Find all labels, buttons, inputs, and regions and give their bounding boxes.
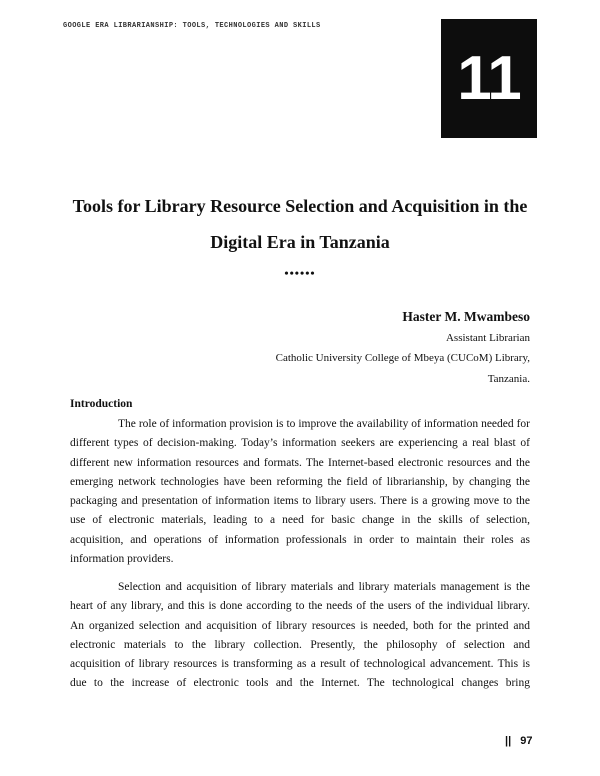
chapter-title-line: Tools for Library Resource Selection and Acquisition in the [72,196,528,216]
author-institution: Catholic University College of Mbeya (CUCoM) Library, [275,352,530,364]
title-ornament: •••••• [284,266,316,280]
chapter-title [40,188,560,260]
text-line: heart of any library, and this is done according to the needs of the users of the individual library. [70,600,530,613]
body-paragraph [70,578,530,694]
text-line: information providers. [70,553,174,566]
author-position: Assistant Librarian [445,332,530,344]
text-line: electronic materials to the library collection. Presently, the philosophy of selection and [70,638,530,651]
text-line: different types of decision-making. Today’s information seekers are experiencing a real blast of [70,437,530,450]
chapter-number: 11 [457,44,521,113]
section-heading: Introduction [70,398,133,410]
text-line: use of electronic materials, leading to a need for basic change in the skills of selection, [70,514,530,527]
text-line: acquisition, and operations of information professionals in order to maintain their roles as [70,533,530,546]
page-number-bars: || [505,735,512,747]
chapter-number-box [441,19,537,138]
text-line: The role of information provision is to improve the availability of information needed for [118,418,530,430]
body-paragraph [70,415,530,569]
chapter-title-line: Digital Era in Tanzania [210,232,390,252]
text-line: Selection and acquisition of library materials and library materials management is the [118,581,530,593]
text-line: acquisition of library resources is transforming as a result of technological advancement. This is [70,658,530,671]
author-name: Haster M. Mwambeso [402,309,530,324]
text-line: different new information resources and formats. The Internet-based electronic resources and the [70,456,530,469]
author-country: Tanzania. [487,373,530,385]
text-line: due to the increase of electronic tools and the Internet. The technological changes bring [70,677,530,690]
text-line: An organized selection and acquisition of library resources is needed, both for the printed and [70,619,530,632]
page-number-value: 97 [520,735,533,747]
text-line: emerging network technologies have been reforming the field of librarianship, by changing the [70,475,530,488]
page-number [505,735,532,747]
text-line: packaging and presentation of information items to library users. There is a growing move to the [70,495,530,508]
running-header: GOOGLE ERA LIBRARIANSHIP: TOOLS, TECHNOLOGIES AND SKILLS [63,22,321,30]
